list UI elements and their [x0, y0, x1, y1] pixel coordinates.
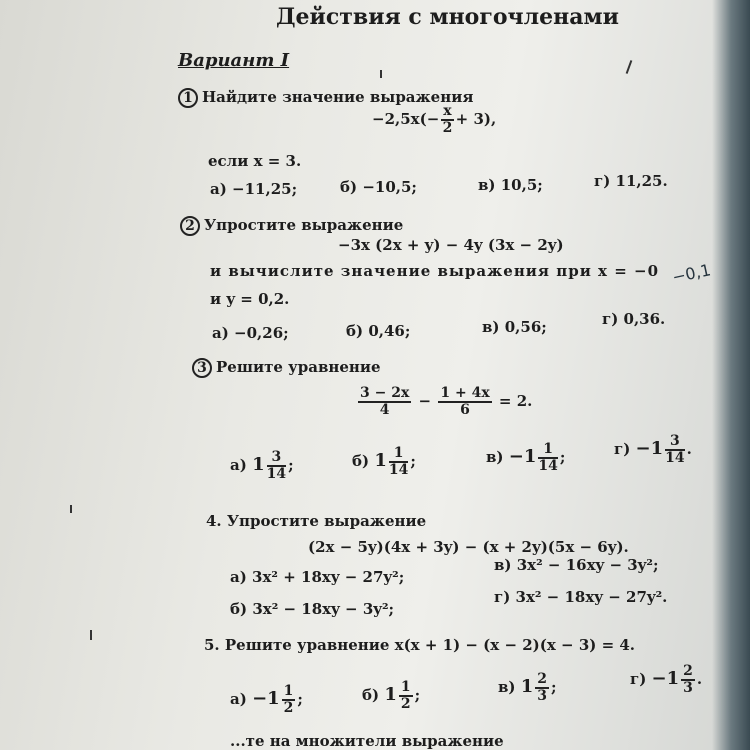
option-fraction	[282, 684, 296, 716]
background-edge	[712, 0, 750, 750]
task-1-prompt-text: Найдите значение выражения	[202, 88, 474, 106]
pen-mark	[70, 505, 72, 513]
option-num: 1	[400, 679, 411, 695]
option-den: 14	[665, 450, 685, 466]
option-den: 3	[683, 680, 693, 696]
task-3-f2-num: 1 + 4x	[440, 385, 490, 401]
task-4-option-a: а) 3x² + 18xy − 27y²;	[230, 568, 405, 586]
option-whole: 1	[374, 450, 387, 471]
task-3-option-a	[230, 450, 294, 482]
option-end: ;	[559, 448, 566, 466]
task-1-frac-num: x	[443, 103, 452, 119]
option-num: 2	[537, 671, 548, 687]
task-3-option-b	[352, 446, 416, 478]
option-whole: −1	[252, 688, 280, 709]
option-end: ;	[410, 452, 416, 470]
option-den: 2	[283, 700, 294, 716]
task-2-option-a: а) −0,26;	[212, 324, 289, 342]
task-2-prompt-text: Упростите выражение	[204, 216, 404, 234]
task-2-option-c: в) 0,56;	[482, 318, 547, 336]
option-fraction	[681, 664, 695, 696]
task-3-rhs: = 2.	[498, 392, 533, 410]
option-label: а)	[230, 690, 247, 708]
option-den: 3	[537, 688, 548, 704]
option-end: ;	[288, 456, 294, 474]
option-whole: 1	[252, 454, 265, 475]
option-label: г)	[630, 670, 647, 688]
option-num: 1	[538, 442, 557, 459]
task-1-option-a: а) −11,25;	[210, 180, 298, 198]
option-whole: 1	[520, 676, 534, 697]
option-label: в)	[498, 678, 516, 696]
task-3-minus: −	[418, 392, 432, 410]
task-2-line3: и y = 0,2.	[210, 290, 290, 308]
option-label: г)	[614, 440, 631, 458]
task-2-expression: −3x (2x + y) − 4y (3x − 2y)	[338, 236, 564, 254]
task-1-option-b: б) −10,5;	[340, 178, 417, 196]
task-2-number: 2	[180, 216, 200, 236]
task-3-fraction-1	[358, 386, 411, 418]
option-end: ;	[414, 686, 421, 704]
option-num: 3	[665, 434, 684, 451]
option-end: .	[696, 670, 703, 688]
task-2-option-d: г) 0,36.	[602, 310, 666, 328]
option-den: 2	[400, 696, 411, 712]
task-1-expr-post: + 3),	[455, 110, 497, 128]
pen-mark	[380, 70, 382, 78]
option-whole: −1	[651, 668, 680, 689]
task-5-option-c	[498, 672, 557, 704]
option-fraction	[665, 434, 684, 466]
option-fraction	[389, 446, 408, 478]
task-3-number: 3	[192, 358, 212, 378]
task-3-option-d	[614, 434, 692, 466]
option-label: а)	[230, 456, 247, 474]
task-1-expr-pre: −2,5x(	[372, 110, 427, 128]
page-title: Действия с многочленами	[276, 4, 619, 30]
task-1-frac-sign: −	[426, 110, 440, 128]
task-4-option-c: в) 3x² − 16xy − 3y²;	[494, 556, 659, 574]
task-3-f2-den: 6	[460, 402, 470, 418]
task-4-option-d: г) 3x² − 18xy − 27y².	[494, 588, 668, 606]
option-den: 14	[388, 462, 409, 478]
task-1-expression	[372, 104, 496, 136]
handwritten-note: −0,1	[670, 260, 713, 287]
task-3-prompt-text: Решите уравнение	[216, 358, 381, 376]
option-label: б)	[352, 452, 370, 470]
task-1-number: 1	[178, 88, 198, 108]
task-3-option-c	[486, 442, 565, 474]
option-num: 2	[683, 663, 693, 679]
variant-heading: Вариант I	[178, 50, 290, 71]
option-fraction	[535, 672, 549, 704]
task-3-f1-num: 3 − 2x	[360, 385, 410, 401]
option-whole: −1	[508, 446, 537, 467]
option-label: в)	[486, 448, 504, 466]
option-fraction	[538, 442, 557, 474]
option-whole: −1	[635, 438, 664, 459]
option-end: ;	[551, 678, 557, 696]
option-num: 1	[283, 683, 294, 699]
task-3-f1-den: 4	[379, 402, 390, 418]
task-5-prompt: 5. Решите уравнение x(x + 1) − (x − 2)(x − 3) = 4.	[204, 636, 636, 654]
option-end: ;	[297, 690, 303, 708]
option-den: 14	[538, 458, 558, 474]
task-5-option-d	[630, 664, 702, 696]
pen-mark	[626, 60, 633, 74]
option-num: 3	[267, 450, 286, 467]
task-4-prompt: 4. Упростите выражение	[206, 512, 427, 530]
task-2-line2: и вычислите значение выражения при x = −0	[210, 262, 660, 280]
option-whole: 1	[384, 684, 397, 705]
task-1-option-c: в) 10,5;	[478, 176, 543, 194]
task-1-condition: если x = 3.	[208, 152, 302, 170]
option-end: .	[686, 440, 692, 458]
option-label: б)	[362, 686, 380, 704]
option-den: 14	[266, 466, 287, 482]
task-1-fraction	[441, 104, 453, 136]
task-5-option-a	[230, 684, 303, 716]
task-1-option-d: г) 11,25.	[594, 172, 668, 190]
task-4-expression: (2x − 5y)(4x + 3y) − (x + 2y)(5x − 6y).	[308, 538, 629, 556]
task-1-frac-den: 2	[442, 120, 453, 136]
task-2-option-b: б) 0,46;	[346, 322, 411, 340]
task-2-prompt	[180, 216, 403, 236]
option-fraction	[399, 680, 413, 712]
task-3-equation	[356, 386, 532, 418]
task-6-prompt-partial: ...те на множители выражение	[230, 732, 504, 750]
pen-mark	[90, 630, 92, 640]
option-num: 1	[389, 446, 408, 463]
option-fraction	[267, 450, 286, 482]
task-3-fraction-2	[438, 386, 491, 418]
task-4-option-b: б) 3x² − 18xy − 3y²;	[230, 600, 395, 618]
task-5-option-b	[362, 680, 420, 712]
task-3-prompt	[192, 358, 381, 378]
